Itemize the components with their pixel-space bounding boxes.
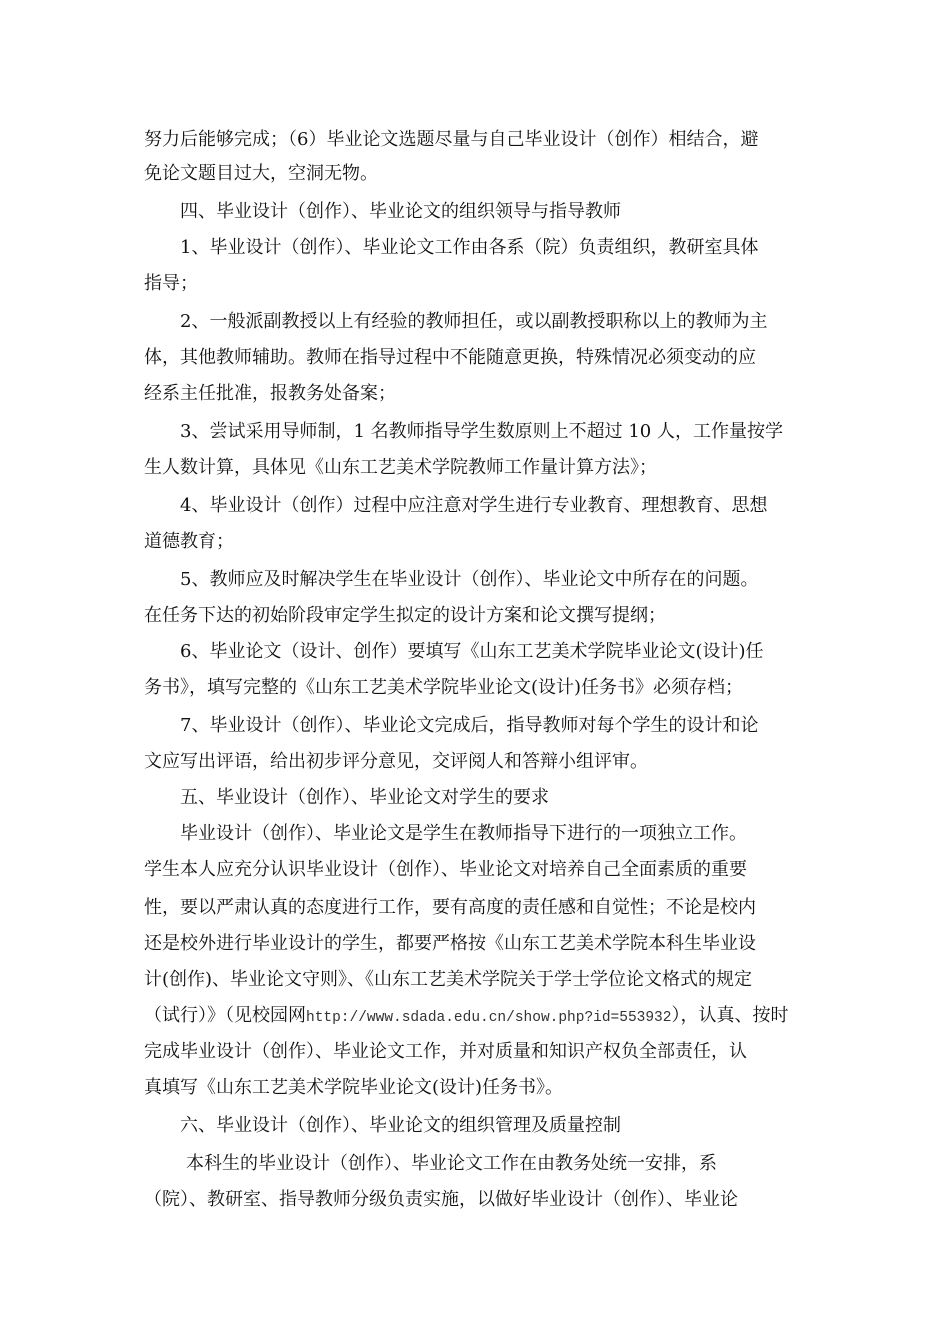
- paragraph-line: 学生本人应充分认识毕业设计（创作）、毕业论文对培养自己全面素质的重要: [144, 859, 747, 880]
- paragraph-line: 文应写出评语，给出初步评分意见，交评阅人和答辩小组评审。: [144, 751, 648, 772]
- campus-url: http://www.sdada.edu.cn/show.php?id=553932: [306, 1010, 672, 1026]
- paragraph-line: 在任务下达的初始阶段审定学生拟定的设计方案和论文撰写提纲；: [144, 605, 666, 626]
- section-heading-5: 五、毕业设计（创作）、毕业论文对学生的要求: [180, 787, 549, 808]
- paragraph-line: 努力后能够完成；（6）毕业论文选题尽量与自己毕业设计（创作）相结合，避: [144, 129, 759, 150]
- paragraph-line: 还是校外进行毕业设计的学生，都要严格按《山东工艺美术学院本科生毕业设: [144, 933, 756, 954]
- paragraph-line: 计(创作)、毕业论文守则》、《山东工艺美术学院关于学士学位论文格式的规定: [144, 969, 753, 990]
- paragraph-line: 完成毕业设计（创作）、毕业论文工作，并对质量和知识产权负全部责任，认: [144, 1041, 747, 1062]
- paragraph-line: [144, 1004, 788, 1030]
- paragraph-line: 生人数计算，具体见《山东工艺美术学院教师工作量计算方法》；: [144, 457, 657, 478]
- paragraph-line: 3、尝试采用导师制，1 名教师指导学生数原则上不超过 10 人，工作量按学: [180, 421, 783, 442]
- line-text: （试行）》（见校园网: [144, 1005, 306, 1026]
- paragraph-line: 5、教师应及时解决学生在毕业设计（创作）、毕业论文中所存在的问题。: [180, 569, 759, 590]
- paragraph-line: 4、毕业设计（创作）过程中应注意对学生进行专业教育、理想教育、思想: [180, 495, 768, 516]
- paragraph-line: 经系主任批准，报教务处备案；: [144, 383, 396, 404]
- section-heading-4: 四、毕业设计（创作）、毕业论文的组织领导与指导教师: [180, 201, 621, 222]
- paragraph-line: 本科生的毕业设计（创作）、毕业论文工作在由教务处统一安排，系: [186, 1153, 717, 1174]
- paragraph-line: 2、一般派副教授以上有经验的教师担任，或以副教授职称以上的教师为主: [180, 311, 768, 332]
- paragraph-line: 7、毕业设计（创作）、毕业论文完成后，指导教师对每个学生的设计和论: [180, 715, 759, 736]
- paragraph-line: 6、毕业论文（设计、创作）要填写《山东工艺美术学院毕业论文(设计)任: [180, 641, 764, 662]
- paragraph-line: 务书》，填写完整的《山东工艺美术学院毕业论文(设计)任务书》必须存档；: [144, 677, 744, 698]
- paragraph-line: 毕业设计（创作）、毕业论文是学生在教师指导下进行的一项独立工作。: [180, 823, 747, 844]
- paragraph-line: 性，要以严肃认真的态度进行工作，要有高度的责任感和自觉性；不论是校内: [144, 897, 756, 918]
- paragraph-line: 道德教育；: [144, 531, 234, 552]
- paragraph-line: 1、毕业设计（创作）、毕业论文工作由各系（院）负责组织，教研室具体: [180, 237, 759, 258]
- paragraph-line: 体，其他教师辅助。教师在指导过程中不能随意更换，特殊情况必须变动的应: [144, 347, 756, 368]
- paragraph-line: 真填写《山东工艺美术学院毕业论文(设计)任务书》。: [144, 1077, 564, 1098]
- paragraph-line: 指导；: [144, 273, 198, 294]
- section-heading-6: 六、毕业设计（创作）、毕业论文的组织管理及质量控制: [180, 1115, 621, 1136]
- paragraph-line: （院）、教研室、指导教师分级负责实施，以做好毕业设计（创作）、毕业论: [144, 1189, 738, 1210]
- paragraph-line: 免论文题目过大，空洞无物。: [144, 163, 378, 184]
- line-text: ），认真、按时: [671, 1005, 789, 1026]
